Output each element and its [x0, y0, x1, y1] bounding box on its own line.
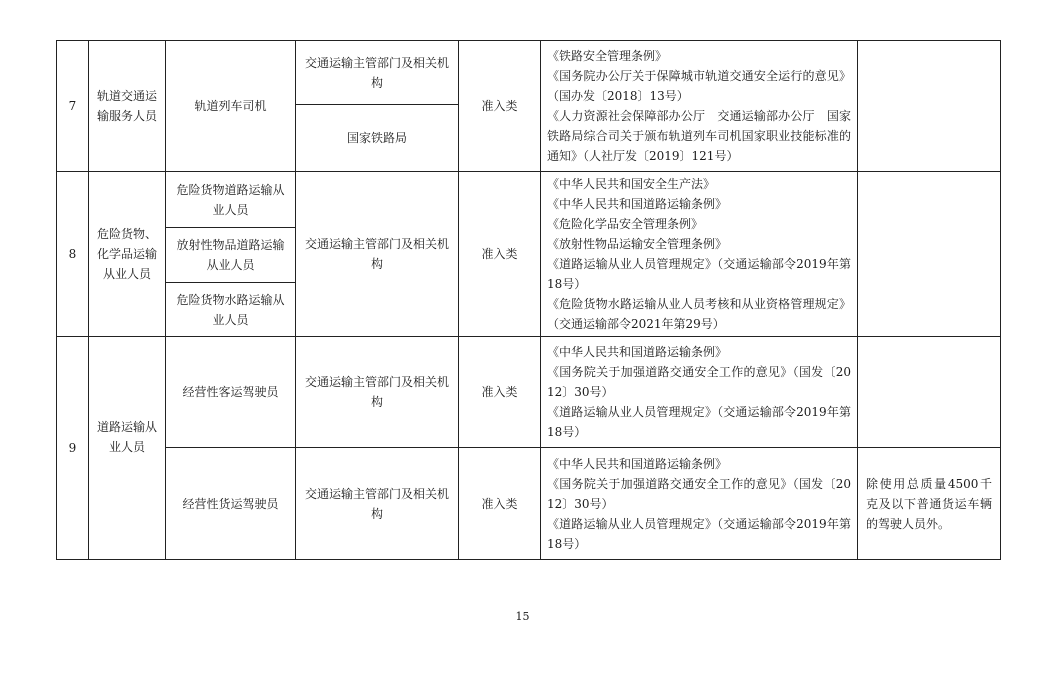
- basis-item: 《道路运输从业人员管理规定》（交通运输部令2019年第18号）: [547, 405, 851, 439]
- note-cell: 除使用总质量4500千克及以下普通货运车辆的驾驶人员外。: [858, 448, 1001, 560]
- table-row: [57, 172, 1001, 228]
- row-number: 9: [57, 337, 89, 560]
- basis-item: 《道路运输从业人员管理规定》（交通运输部令2019年第18号）: [547, 516, 851, 551]
- note-cell: [858, 41, 1001, 172]
- position-cell: 危险货物水路运输从业人员: [166, 283, 296, 337]
- table-row: [57, 337, 1001, 448]
- department-cell: 交通运输主管部门及相关机构: [296, 337, 459, 448]
- position-cell: 危险货物道路运输从业人员: [166, 172, 296, 228]
- category-cell: [89, 337, 166, 560]
- type-cell: 准入类: [459, 41, 541, 172]
- basis-cell: [541, 337, 858, 448]
- row-number: 7: [57, 41, 89, 172]
- page-number: 15: [515, 610, 530, 623]
- type-cell: 准入类: [459, 448, 541, 560]
- basis-cell: [541, 172, 858, 337]
- type-cell: 准入类: [459, 172, 541, 337]
- basis-item: 《中华人民共和国道路运输条例》: [547, 345, 728, 359]
- type-cell: 准入类: [459, 337, 541, 448]
- department-cell: 交通运输主管部门及相关机构: [296, 172, 459, 337]
- department-cell: 交通运输主管部门及相关机构: [296, 41, 459, 105]
- basis-item: 《中华人民共和国安全生产法》: [547, 177, 716, 191]
- basis-item: 《中华人民共和国道路运输条例》: [547, 197, 728, 211]
- category-cell: 轨道交通运输服务人员: [89, 41, 166, 172]
- basis-item: 《放射性物品运输安全管理条例》: [547, 237, 728, 251]
- basis-cell: [541, 41, 858, 172]
- basis-item: 《中华人民共和国道路运输条例》: [547, 456, 728, 471]
- note-cell: [858, 337, 1001, 448]
- table-row: [57, 448, 1001, 560]
- basis-item: 《国务院关于加强道路交通安全工作的意见》（国发〔2012〕30号）: [547, 365, 851, 399]
- category-cell: 危险货物、化学品运输从业人员: [89, 172, 166, 337]
- position-cell: 放射性物品道路运输从业人员: [166, 228, 296, 283]
- basis-item: 《铁路安全管理条例》: [547, 49, 668, 63]
- qualification-table: [56, 40, 1001, 560]
- basis-item: 《国务院关于加强道路交通安全工作的意见》（国发〔2012〕30号）: [547, 476, 851, 511]
- basis-item: 《危险货物水路运输从业人员考核和从业资格管理规定》（交通运输部令2021年第29号）: [547, 297, 851, 331]
- note-cell: [858, 172, 1001, 337]
- department-cell: 国家铁路局: [296, 105, 459, 172]
- category-label: 道路运输从业人员: [96, 420, 157, 454]
- basis-item: 《道路运输从业人员管理规定》（交通运输部令2019年第18号）: [547, 257, 851, 291]
- basis-cell: [541, 448, 858, 560]
- basis-item: 《危险化学品安全管理条例》: [547, 217, 704, 231]
- table-row: [57, 41, 1001, 105]
- row-number: 8: [57, 172, 89, 337]
- position-cell: 轨道列车司机: [166, 41, 296, 172]
- department-cell: 交通运输主管部门及相关机构: [296, 448, 459, 560]
- basis-item: 《国务院办公厅关于保障城市轨道交通安全运行的意见》（国办发〔2018〕13号）: [547, 69, 851, 103]
- basis-item: 《人力资源社会保障部办公厅 交通运输部办公厅 国家铁路局综合司关于颁布轨道列车司机国家职业技能标准的通知》（人社厅发〔2019〕121号）: [547, 109, 851, 163]
- position-cell: 经营性货运驾驶员: [166, 448, 296, 560]
- position-cell: 经营性客运驾驶员: [166, 337, 296, 448]
